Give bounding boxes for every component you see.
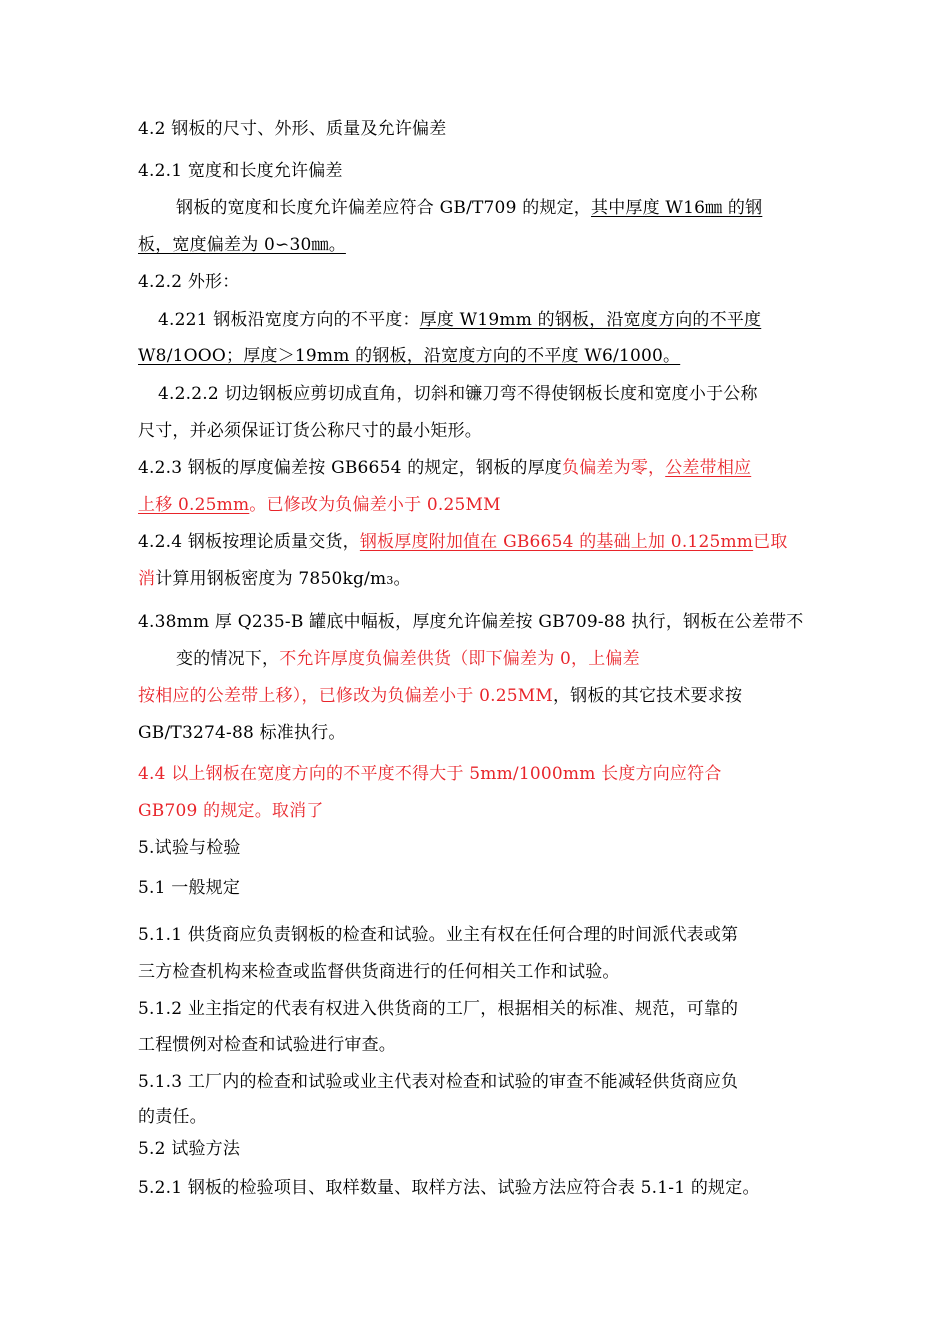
- revised-paragraph-line: GB709 的规定。取消了: [138, 801, 324, 821]
- paragraph-line: [138, 345, 680, 367]
- paragraph-line: GB/T3274-88 标准执行。: [138, 723, 346, 743]
- paragraph-line: 5.1.2 业主指定的代表有权进入供货商的工厂，根据相关的标准、规范，可靠的: [138, 999, 739, 1019]
- paragraph-line: 4.2.3 钢板的厚度偏差按 GB6654 的规定，钢板的厚度负偏差为零，公差带相应: [138, 458, 752, 478]
- paragraph-line: 工程惯例对检查和试验进行审查。: [138, 1035, 396, 1055]
- underlined-text: 其中厚度 W16㎜ 的钢: [591, 198, 763, 218]
- paragraph-line: 变的情况下，不允许厚度负偏差供货（即下偏差为 0，上偏差: [176, 649, 640, 669]
- paragraph-line: 三方检查机构来检查或监督供货商进行的任何相关工作和试验。: [138, 962, 620, 982]
- heading-4-2-1: 4.2.1 宽度和长度允许偏差: [138, 161, 343, 181]
- revised-underlined-text: 上移 0.25mm: [138, 495, 250, 515]
- paragraph-line: 4.221 钢板沿宽度方向的不平度：厚度 W19mm 的钢板，沿宽度方向的不平度: [158, 310, 762, 330]
- paragraph-line: 5.1.1 供货商应负责钢板的检查和试验。业主有权在任何合理的时间派代表或第: [138, 925, 739, 945]
- revised-text: 按相应的公差带上移），已修改为负偏差小于 0.25MM: [138, 686, 553, 706]
- paragraph-line: 4.2.2.2 切边钢板应剪切成直角，切斜和镰刀弯不得使钢板长度和宽度小于公称: [158, 384, 758, 404]
- revision-note: 消: [138, 569, 156, 589]
- paragraph-line: 5.1.3 工厂内的检查和试验或业主代表对检查和试验的审查不能减轻供货商应负: [138, 1072, 739, 1092]
- paragraph-line: 4.38mm 厚 Q235-B 罐底中幅板，厚度允许偏差按 GB709-88 执行，钢板在公差带不: [138, 612, 804, 632]
- underlined-text: 厚度 W19mm 的钢板，沿宽度方向的不平度: [419, 310, 762, 330]
- heading-5: 5.试验与检验: [138, 838, 241, 858]
- revised-text: 负偏差为零，: [562, 458, 666, 478]
- revised-underlined-text: 公差带相应: [665, 458, 752, 478]
- heading-4-2: 4.2 钢板的尺寸、外形、质量及允许偏差: [138, 119, 447, 139]
- paragraph-line: 尺寸，并必须保证订货公称尺寸的最小矩形。: [138, 421, 482, 441]
- unit-superscript: 3: [386, 574, 394, 587]
- heading-5-2: 5.2 试验方法: [138, 1139, 241, 1159]
- revision-note: 。已修改为负偏差小于 0.25MM: [249, 495, 501, 515]
- paragraph-line: 5.2.1 钢板的检验项目、取样数量、取样方法、试验方法应符合表 5.1-1 的规定。: [138, 1178, 760, 1198]
- paragraph-line: 按相应的公差带上移），已修改为负偏差小于 0.25MM，钢板的其它技术要求按: [138, 686, 743, 706]
- paragraph-line: [138, 494, 501, 516]
- paragraph-line: [138, 234, 346, 256]
- paragraph-line: 钢板的宽度和长度允许偏差应符合 GB/T709 的规定，其中厚度 W16㎜ 的钢: [176, 198, 763, 218]
- revised-underlined-text: 钢板厚度附加值在 GB6654 的基础上加 0.125mm: [359, 532, 754, 552]
- heading-5-1: 5.1 一般规定: [138, 878, 241, 898]
- revised-text: 不允许厚度负偏差供货（即下偏差为 0，上偏差: [279, 649, 640, 669]
- revised-paragraph-line: 4.4 以上钢板在宽度方向的不平度不得大于 5mm/1000mm 长度方向应符合: [138, 764, 722, 784]
- paragraph-line: 消计算用钢板密度为 7850kg/m3。: [138, 569, 411, 589]
- heading-4-2-2: 4.2.2 外形：: [138, 272, 240, 292]
- paragraph-line: 4.2.4 钢板按理论质量交货，钢板厚度附加值在 GB6654 的基础上加 0.125mm已取: [138, 532, 788, 552]
- underlined-text: 板，宽度偏差为 0∽30㎜。: [138, 235, 346, 255]
- paragraph-line: 的责任。: [138, 1107, 207, 1127]
- revision-note: 已取: [753, 532, 788, 552]
- underlined-text: W8/1OOO；厚度＞19mm 的钢板，沿宽度方向的不平度 W6/1000。: [138, 346, 681, 366]
